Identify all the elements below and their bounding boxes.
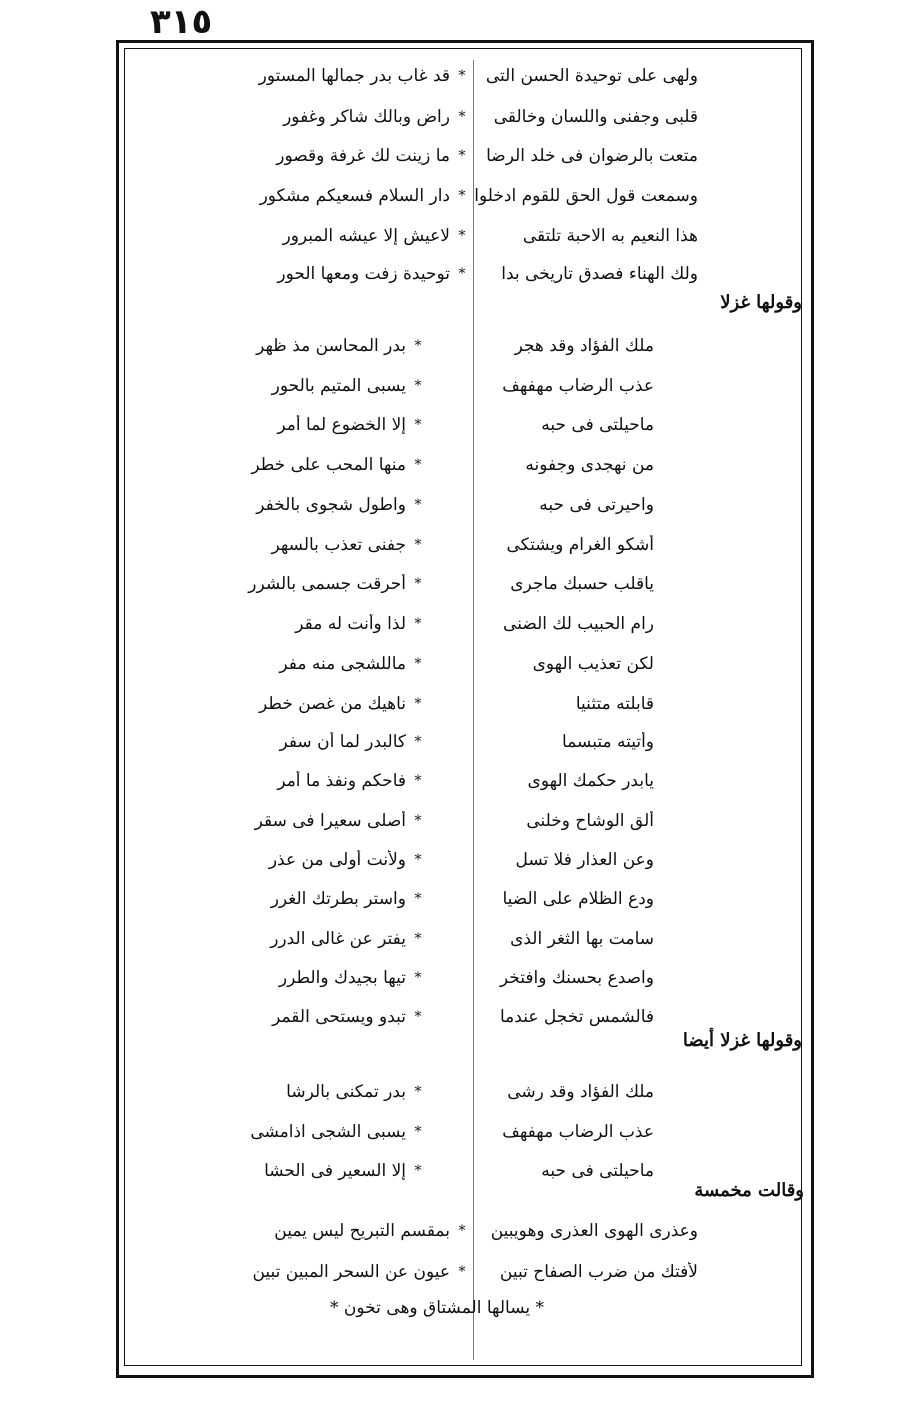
second-hemistich: كالبدر لما أن سفر	[279, 732, 406, 752]
verse-separator: *	[458, 1264, 466, 1280]
first-hemistich: أشكو الغرام ويشتكى	[506, 535, 654, 555]
verse-line	[182, 1118, 654, 1146]
verse-separator: *	[414, 537, 422, 553]
first-hemistich: ملك الفؤاد وقد رشى	[507, 1082, 654, 1102]
second-hemistich: إلا الخضوع لما أمر	[277, 415, 406, 435]
verse-line	[226, 62, 698, 90]
verse-separator: *	[414, 696, 422, 712]
first-hemistich: يابدر حكمك الهوى	[527, 771, 654, 791]
verse-separator: *	[414, 497, 422, 513]
verse-separator: *	[535, 1298, 545, 1318]
verse-separator: *	[414, 1084, 422, 1100]
verse-separator: *	[414, 417, 422, 433]
verse-line	[182, 610, 654, 638]
first-hemistich: متعت بالرضوان فى خلد الرضا	[486, 146, 698, 166]
second-hemistich: قد غاب بدر جمالها المستور	[258, 66, 450, 86]
verse-line	[182, 650, 654, 678]
first-hemistich: واحيرتى فى حبه	[539, 495, 654, 515]
verse-line	[226, 103, 698, 131]
second-hemistich: أحرقت جسمى بالشرر	[248, 574, 406, 594]
second-hemistich: ما زينت لك غرفة وقصور	[276, 146, 450, 166]
first-hemistich: فالشمس تخجل عندما	[500, 1007, 654, 1027]
section-heading: وقولها غزلا	[720, 292, 802, 313]
verse-line	[226, 142, 698, 170]
verse-separator: *	[414, 457, 422, 473]
first-hemistich: هذا النعيم به الاحبة تلتقى	[522, 226, 698, 246]
verse-line	[182, 690, 654, 718]
verse-separator: *	[458, 109, 466, 125]
second-hemistich: منها المحب على خطر	[251, 455, 406, 475]
first-hemistich: ماحيلتى فى حبه	[541, 415, 654, 435]
final-verse-line	[330, 1298, 544, 1318]
verse-separator: *	[458, 266, 466, 282]
first-hemistich: رام الحبيب لك الضنى	[503, 614, 654, 634]
verse-separator: *	[414, 616, 422, 632]
first-hemistich: ياقلب حسبك ماجرى	[510, 574, 654, 594]
verse-line	[182, 964, 654, 992]
verse-line	[182, 491, 654, 519]
first-hemistich: لأفتك من ضرب الصفاح تبين	[499, 1262, 698, 1282]
first-hemistich: قابلته متثنيا	[575, 694, 654, 714]
first-hemistich: قلبى وجفنى واللسان وخالقى	[493, 107, 698, 127]
verse-separator: *	[414, 1124, 422, 1140]
verse-separator: *	[330, 1298, 339, 1318]
second-hemistich: دار السلام فسعيكم مشكور	[259, 186, 450, 206]
verse-line	[182, 728, 654, 756]
verse-line	[226, 1217, 698, 1245]
second-hemistich: يسبى الشجى اذامشى	[250, 1122, 406, 1142]
verse-line	[182, 925, 654, 953]
first-hemistich: وسمعت قول الحق للقوم ادخلوا	[474, 186, 698, 206]
verse-line	[182, 885, 654, 913]
verse-separator: *	[414, 813, 422, 829]
verse-separator: *	[414, 891, 422, 907]
verse-line	[182, 451, 654, 479]
verse-separator: *	[414, 734, 422, 750]
second-hemistich: لاعيش إلا عيشه المبرور	[282, 226, 450, 246]
second-hemistich: تيها بجيدك والطرر	[278, 968, 406, 988]
final-verse-text: يسالها المشتاق وهى تخون	[343, 1298, 531, 1318]
verse-separator: *	[414, 1163, 422, 1179]
verse-line	[182, 767, 654, 795]
second-hemistich: ناهيك من غصن خطر	[259, 694, 406, 714]
verse-separator: *	[458, 68, 466, 84]
verse-separator: *	[414, 970, 422, 986]
second-hemistich: ولأنت أولى من عذر	[268, 850, 406, 870]
first-hemistich: من نهجدى وجفونه	[525, 455, 654, 475]
verse-line	[226, 260, 698, 288]
verse-separator: *	[458, 148, 466, 164]
first-hemistich: عذب الرضاب مهفهف	[502, 1122, 654, 1142]
verse-line	[182, 1157, 654, 1185]
first-hemistich: ولك الهناء فصدق تاريخى بدا	[501, 264, 698, 284]
second-hemistich: بمقسم التبريح ليس يمين	[274, 1221, 450, 1241]
first-hemistich: ألق الوشاح وخلنى	[526, 811, 654, 831]
verse-line	[182, 1003, 654, 1031]
verse-line	[182, 1078, 654, 1106]
second-hemistich: إلا السعير فى الحشا	[264, 1161, 406, 1181]
first-hemistich: واصدع بحسنك وافتخر	[499, 968, 654, 988]
verse-separator: *	[414, 773, 422, 789]
section-heading: وقولها غزلا أيضا	[682, 1030, 802, 1051]
verse-separator: *	[414, 338, 422, 354]
verse-separator: *	[458, 188, 466, 204]
first-hemistich: ولهى على توحيدة الحسن التى	[485, 66, 698, 86]
verse-separator: *	[414, 1009, 422, 1025]
verse-separator: *	[414, 931, 422, 947]
verse-line	[182, 372, 654, 400]
verse-line	[226, 222, 698, 250]
first-hemistich: ملك الفؤاد وقد هجر	[514, 336, 654, 356]
second-hemistich: بدر تمكنى بالرشا	[286, 1082, 406, 1102]
first-hemistich: سامت بها الثغر الذى	[510, 929, 654, 949]
first-hemistich: ودع الظلام على الضيا	[502, 889, 654, 909]
second-hemistich: تبدو ويستحى القمر	[272, 1007, 406, 1027]
verse-separator: *	[458, 228, 466, 244]
second-hemistich: لذا وأنت له مقر	[295, 614, 406, 634]
first-hemistich: وعن العذار فلا تسل	[515, 850, 654, 870]
verse-separator: *	[414, 378, 422, 394]
verse-line	[182, 411, 654, 439]
second-hemistich: ماللشجى منه مفر	[279, 654, 406, 674]
first-hemistich: عذب الرضاب مهفهف	[502, 376, 654, 396]
second-hemistich: فاحكم ونفذ ما أمر	[277, 771, 406, 791]
second-hemistich: توحيدة زفت ومعها الحور	[277, 264, 450, 284]
verse-line	[226, 1258, 698, 1286]
second-hemistich: بدر المحاسن مذ ظهر	[256, 336, 406, 356]
second-hemistich: يسبى المتيم بالحور	[271, 376, 406, 396]
verse-separator: *	[414, 656, 422, 672]
second-hemistich: واطول شجوى بالخفر	[256, 495, 406, 515]
first-hemistich: وأتيته متبسما	[562, 732, 654, 752]
verse-line	[182, 570, 654, 598]
second-hemistich: أصلى سعيرا فى سقر	[254, 811, 406, 831]
second-hemistich: راض وبالك شاكر وغفور	[283, 107, 450, 127]
verse-line	[182, 332, 654, 360]
first-hemistich: لكن تعذيب الهوى	[532, 654, 654, 674]
verse-line	[182, 531, 654, 559]
page-number: ٣١٥	[150, 2, 213, 42]
verse-separator: *	[458, 1223, 466, 1239]
second-hemistich: جفنى تعذب بالسهر	[271, 535, 406, 555]
verse-line	[226, 182, 698, 210]
verse-line	[182, 846, 654, 874]
verse-line	[182, 807, 654, 835]
second-hemistich: واستر بطرتك الغرر	[270, 889, 406, 909]
section-heading: وقالت مخمسة	[694, 1180, 804, 1201]
second-hemistich: عيون عن السحر المبين تبين	[252, 1262, 450, 1282]
first-hemistich: ماحيلتى فى حبه	[541, 1161, 654, 1181]
verse-separator: *	[414, 852, 422, 868]
verse-separator: *	[414, 576, 422, 592]
first-hemistich: وعذرى الهوى العذرى وهويبين	[490, 1221, 698, 1241]
second-hemistich: يفتر عن غالى الدرر	[270, 929, 406, 949]
